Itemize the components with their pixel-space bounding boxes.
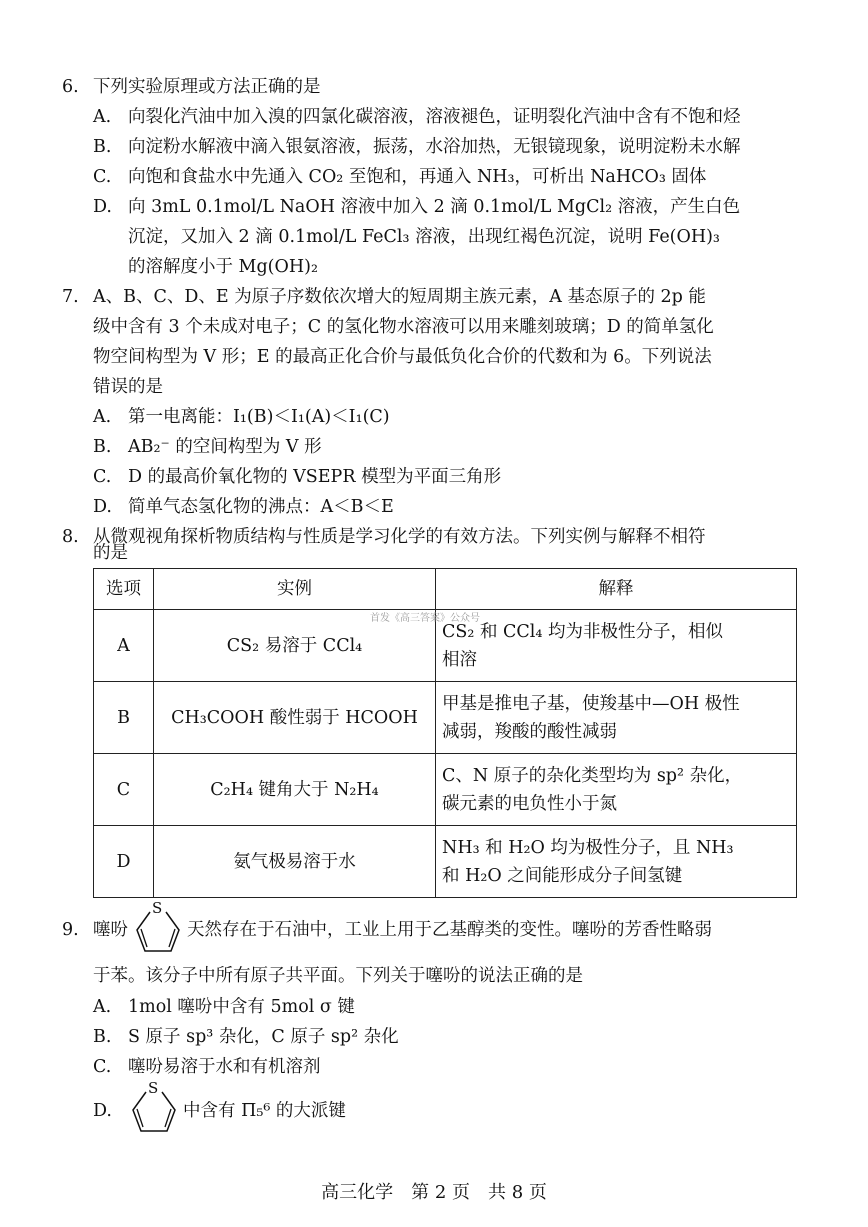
table-cell-example: CS₂ 易溶于 CCl₄ xyxy=(154,610,436,682)
question-stem-part: 天然存在于石油中，工业上用于乙基醇类的变性。噻吩的芳香性略弱 xyxy=(187,920,712,940)
table-header: 选项 xyxy=(94,569,154,610)
option-text: 第一电离能：I₁(B)＜I₁(A)＜I₁(C) xyxy=(128,407,390,427)
option-label: B. xyxy=(93,137,112,157)
table-header: 解释 xyxy=(436,569,797,610)
option-text: 向饱和食盐水中先通入 CO₂ 至饱和，再通入 NH₃，可析出 NaHCO₃ 固体 xyxy=(128,167,707,187)
explanation-line: C、N 原子的杂化类型均为 sp² 杂化， xyxy=(442,765,743,786)
question-number: 6. xyxy=(62,77,79,97)
table-cell-example: C₂H₄ 键角大于 N₂H₄ xyxy=(154,754,436,826)
option-label: D. xyxy=(93,197,112,217)
option-label: C. xyxy=(93,1057,112,1077)
explanation-line: 碳元素的电负性小于氮 xyxy=(442,793,617,814)
question-stem-line: 的是 xyxy=(93,543,128,563)
option-label: B. xyxy=(93,1027,112,1047)
explanation-line: NH₃ 和 H₂O 均为极性分子，且 NH₃ xyxy=(442,837,734,858)
question-stem-part: 噻吩 xyxy=(93,920,128,940)
table-cell-explanation xyxy=(436,754,797,826)
option-text-continued: 的溶解度小于 Mg(OH)₂ xyxy=(128,257,318,277)
table-header: 实例 xyxy=(154,569,436,610)
option-text: 中含有 Π₅⁶ 的大派键 xyxy=(183,1101,346,1121)
question-number: 9. xyxy=(62,920,79,940)
question-stem-line: 错误的是 xyxy=(93,377,163,397)
table-cell-option: C xyxy=(94,754,154,826)
explanation-line: 减弱，羧酸的酸性减弱 xyxy=(442,721,617,742)
question-stem-line: 物空间构型为 V 形；E 的最高正化合价与最低负化合价的代数和为 6。下列说法 xyxy=(93,347,712,367)
table-cell-explanation xyxy=(436,610,797,682)
option-text: AB₂⁻ 的空间构型为 V 形 xyxy=(128,437,322,457)
option-label: D. xyxy=(93,1101,112,1121)
option-text-continued: 沉淀，又加入 2 滴 0.1mol/L FeCl₃ 溶液，出现红褐色沉淀，说明 Fe(OH)₃ xyxy=(128,227,720,247)
option-label: A. xyxy=(93,107,112,127)
option-text: 1mol 噻吩中含有 5mol σ 键 xyxy=(128,997,355,1017)
question-stem: 下列实验原理或方法正确的是 xyxy=(93,77,321,97)
explanation-line: CS₂ 和 CCl₄ 均为非极性分子，相似 xyxy=(442,621,723,642)
option-label: C. xyxy=(93,467,112,487)
option-text: 向裂化汽油中加入溴的四氯化碳溶液，溶液褪色，证明裂化汽油中含有不饱和烃 xyxy=(128,107,741,127)
table-cell-explanation xyxy=(436,826,797,898)
question-stem-line: 从微观视角探析物质结构与性质是学习化学的有效方法。下列实例与解释不相符 xyxy=(93,527,706,547)
option-label: B. xyxy=(93,437,112,457)
option-text: S 原子 sp³ 杂化，C 原子 sp² 杂化 xyxy=(128,1027,399,1047)
question-number: 7. xyxy=(62,287,79,307)
option-text: 向 3mL 0.1mol/L NaOH 溶液中加入 2 滴 0.1mol/L MgCl₂ 溶液，产生白色 xyxy=(128,197,741,217)
option-label: A. xyxy=(93,997,112,1017)
table-header-row xyxy=(94,569,797,610)
option-text: D 的最高价氧化物的 VSEPR 模型为平面三角形 xyxy=(128,467,502,487)
option-text: 向淀粉水解液中滴入银氨溶液，振荡，水浴加热，无银镜现象，说明淀粉未水解 xyxy=(128,137,741,157)
sulfur-atom-label: S xyxy=(152,899,163,917)
option-text: 简单气态氢化物的沸点：A＜B＜E xyxy=(128,497,394,517)
table-row xyxy=(94,682,797,754)
explanation-line: 甲基是推电子基，使羧基中—OH 极性 xyxy=(442,693,740,714)
question-stem-line: A、B、C、D、E 为原子序数依次增大的短周期主族元素，A 基态原子的 2p 能 xyxy=(93,287,706,307)
page-footer: 高三化学 第 2 页 共 8 页 xyxy=(321,1182,547,1203)
watermark-text: 首发《高三答案》公众号 xyxy=(370,613,480,624)
table-cell-option: D xyxy=(94,826,154,898)
option-label: D. xyxy=(93,497,112,517)
thiophene-structure-icon xyxy=(124,1078,184,1136)
table-cell-option: B xyxy=(94,682,154,754)
table-cell-example: 氨气极易溶于水 xyxy=(154,826,436,898)
table-row xyxy=(94,826,797,898)
question-stem-line: 于苯。该分子中所有原子共平面。下列关于噻吩的说法正确的是 xyxy=(93,966,583,986)
explanation-line: 相溶 xyxy=(442,649,477,670)
option-label: C. xyxy=(93,167,112,187)
table-cell-example: CH₃COOH 酸性弱于 HCOOH xyxy=(154,682,436,754)
table-row xyxy=(94,754,797,826)
question-number: 8. xyxy=(62,527,79,547)
table-cell-option: A xyxy=(94,610,154,682)
option-label: A. xyxy=(93,407,112,427)
table-cell-explanation xyxy=(436,682,797,754)
question-stem-line: 级中含有 3 个未成对电子；C 的氢化物水溶液可以用来雕刻玻璃；D 的简单氢化 xyxy=(93,317,714,337)
sulfur-atom-label: S xyxy=(148,1079,159,1097)
thiophene-structure-icon xyxy=(128,898,188,956)
option-text: 噻吩易溶于水和有机溶剂 xyxy=(128,1057,321,1077)
explanation-line: 和 H₂O 之间能形成分子间氢键 xyxy=(442,865,683,886)
